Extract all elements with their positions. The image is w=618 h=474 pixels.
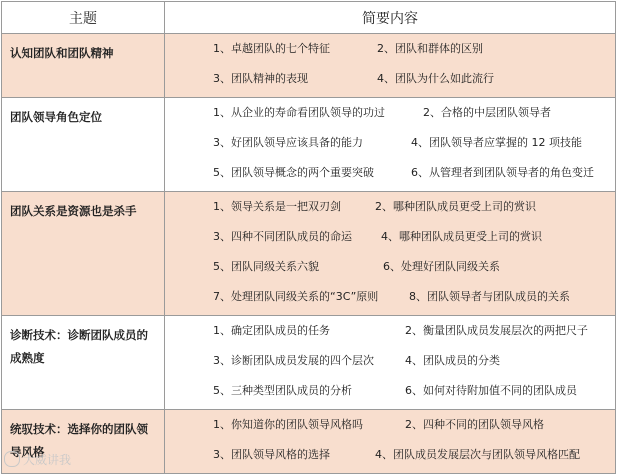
item-text: 6、处理好团队同级关系 [383, 260, 500, 273]
item-text: 1、卓越团队的七个特征 [213, 42, 330, 55]
item-text: 2、衡量团队成员发展层次的两把尺子 [405, 324, 588, 337]
item-text: 4、团队成员发展层次与团队领导风格匹配 [375, 448, 580, 461]
topic-text: 诊断技术：诊断团队成员的成熟度 [10, 328, 148, 365]
content-line [165, 349, 615, 379]
item-text: 5、团队同级关系六貌 [213, 260, 319, 273]
item-text: 6、从管理者到团队领导者的角色变迁 [411, 166, 594, 179]
item-text: 3、团队领导风格的选择 [213, 448, 330, 461]
item-text: 1、你知道你的团队领导风格吗 [213, 418, 363, 431]
item-text: 4、团队成员的分类 [405, 354, 500, 367]
item-text: 3、四种不同团队成员的命运 [213, 230, 352, 243]
watermark-text: 大威讲我 [23, 453, 72, 467]
item-text: 7、处理团队同级关系的“3C”原则 [213, 290, 379, 303]
table-row [2, 98, 616, 192]
topic-cell [2, 316, 165, 410]
content-line [165, 413, 615, 443]
content-line [165, 255, 615, 285]
course-outline-table [1, 1, 616, 474]
item-text: 4、哪种团队成员更受上司的赏识 [381, 230, 542, 243]
item-text: 3、诊断团队成员发展的四个层次 [213, 354, 374, 367]
content-line [165, 161, 615, 191]
item-text: 3、好团队领导应该具备的能力 [213, 136, 363, 149]
content-line [165, 37, 615, 67]
table-row [2, 316, 616, 410]
item-text: 2、团队和群体的区别 [377, 42, 483, 55]
content-line [165, 319, 615, 349]
topic-text: 认知团队和团队精神 [10, 46, 114, 60]
topic-cell [2, 98, 165, 192]
content-line [165, 101, 615, 131]
content-line [165, 195, 615, 225]
content-cell [165, 410, 616, 474]
content-line [165, 67, 615, 97]
item-text: 1、从企业的寿命看团队领导的功过 [213, 106, 385, 119]
item-text: 5、团队领导概念的两个重要突破 [213, 166, 374, 179]
watermark [4, 451, 71, 468]
item-text: 2、四种不同的团队领导风格 [405, 418, 544, 431]
watermark-logo-icon [4, 451, 20, 467]
table-row [2, 410, 616, 474]
item-text: 5、三种类型团队成员的分析 [213, 384, 352, 397]
table-row [2, 192, 616, 316]
item-text: 1、确定团队成员的任务 [213, 324, 330, 337]
content-cell [165, 34, 616, 98]
topic-text: 团队关系是资源也是杀手 [10, 204, 137, 218]
item-text: 1、领导关系是一把双刃剑 [213, 200, 341, 213]
content-line [165, 131, 615, 161]
topic-cell [2, 34, 165, 98]
table-header-row [2, 2, 616, 34]
content-line [165, 379, 615, 409]
item-text: 2、合格的中层团队领导者 [423, 106, 551, 119]
header-content: 简要内容 [165, 2, 616, 34]
item-text: 4、团队为什么如此流行 [377, 72, 494, 85]
header-topic: 主题 [2, 2, 165, 34]
topic-cell [2, 192, 165, 316]
content-cell [165, 316, 616, 410]
item-text: 6、如何对待附加值不同的团队成员 [405, 384, 577, 397]
topic-text: 统驭技术：选择你的团队领导风格 [10, 422, 148, 459]
item-text: 8、团队领导者与团队成员的关系 [409, 290, 570, 303]
item-text: 3、团队精神的表现 [213, 72, 308, 85]
content-line [165, 225, 615, 255]
table-row [2, 34, 616, 98]
content-cell [165, 192, 616, 316]
topic-text: 团队领导角色定位 [10, 110, 102, 124]
content-line [165, 285, 615, 315]
item-text: 2、哪种团队成员更受上司的赏识 [375, 200, 536, 213]
item-text: 4、团队领导者应掌握的 12 项技能 [411, 136, 582, 149]
content-cell [165, 98, 616, 192]
content-line [165, 443, 615, 473]
